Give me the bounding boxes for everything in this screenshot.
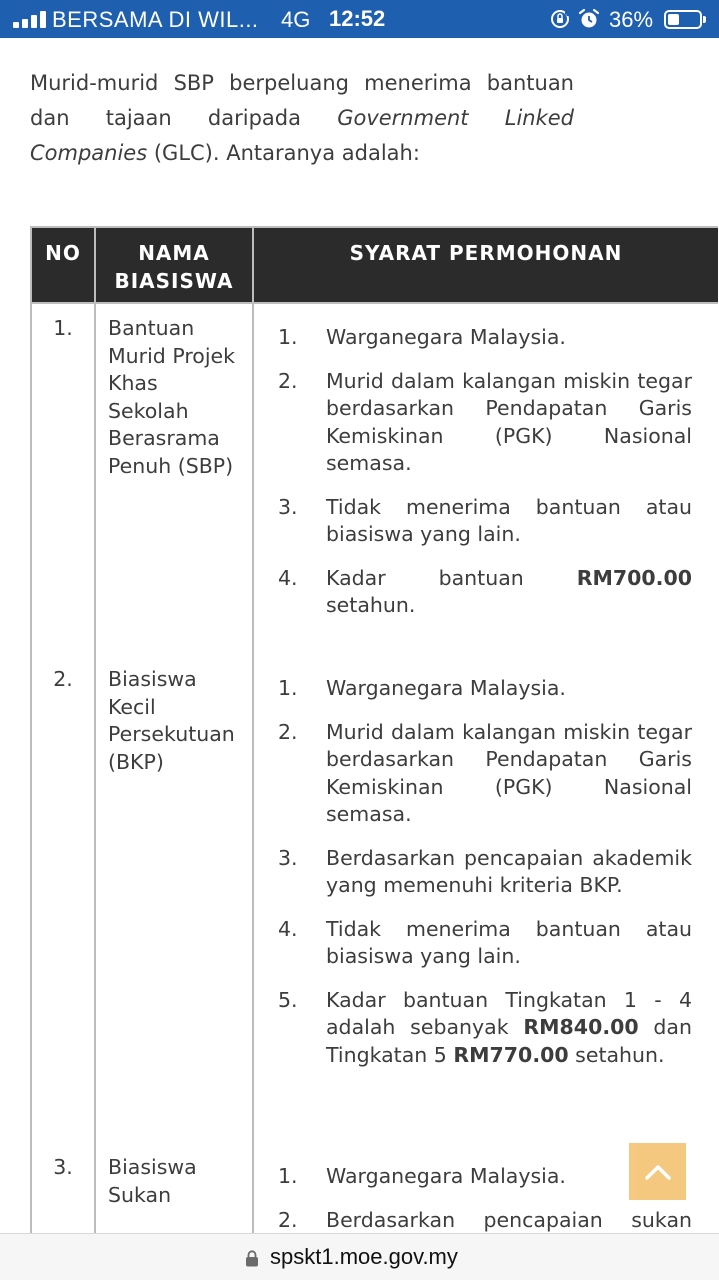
item-number: 1. — [278, 1164, 298, 1188]
clock: 12:52 — [329, 6, 386, 31]
requirement-item — [254, 1163, 692, 1191]
table-header-row — [31, 227, 718, 303]
item-text: Warganegara Malaysia. — [326, 325, 566, 349]
requirement-item — [254, 565, 692, 620]
requirements-cell — [253, 655, 718, 1143]
item-text-part: Kadar bantuan — [326, 565, 577, 590]
amount: RM840.00 — [523, 1015, 639, 1039]
item-text — [326, 987, 692, 1070]
battery-fill — [668, 14, 679, 25]
signal-strength-icon — [13, 11, 47, 28]
url-text[interactable]: spskt1.moe.gov.my — [270, 1244, 458, 1269]
network-type: 4G — [281, 7, 311, 32]
intro-text-1: Murid-murid SBP berpeluang menerima bantuan dan tajaan daripada — [30, 71, 574, 130]
item-text — [326, 565, 692, 620]
item-text: Tidak menerima bantuan atau biasiswa yang lain. — [326, 494, 692, 546]
requirements-list — [254, 675, 692, 1069]
item-number: 1. — [278, 325, 298, 349]
row-number: 3. — [31, 1143, 95, 1236]
requirements-list — [254, 324, 692, 620]
requirement-item — [254, 324, 692, 352]
item-number: 4. — [278, 565, 298, 590]
item-number: 1. — [278, 676, 298, 700]
chevron-up-icon — [643, 1162, 673, 1182]
table-row — [31, 1143, 718, 1236]
requirement-item — [254, 675, 692, 703]
table-row — [31, 655, 718, 1143]
intro-text-2: (GLC). Antaranya adalah: — [147, 141, 420, 165]
amount: RM700.00 — [576, 565, 692, 590]
battery-cap — [703, 16, 706, 23]
item-text: Warganegara Malaysia. — [326, 676, 566, 700]
item-text-part: dan Tingkatan 5 — [326, 1015, 692, 1067]
row-number: 1. — [31, 303, 95, 655]
scroll-to-top-button[interactable] — [629, 1143, 686, 1200]
scholarship-table-container — [30, 226, 718, 1236]
item-text: Berdasarkan pencapaian akademik yang memenuhi kriteria BKP. — [326, 845, 692, 897]
amount: RM770.00 — [453, 1042, 569, 1067]
item-text-part: setahun. — [568, 1042, 665, 1067]
intro-italic: Government Linked Companies — [30, 106, 575, 165]
requirement-item — [254, 987, 692, 1070]
requirements-list — [254, 1163, 692, 1236]
row-number: 2. — [31, 655, 95, 1143]
scholarship-table — [30, 226, 718, 1236]
item-text: Berdasarkan pencapaian sukan — [326, 1207, 692, 1232]
item-number: 2. — [278, 368, 298, 393]
requirements-cell — [253, 303, 718, 655]
carrier-name: BERSAMA DI WIL... — [52, 7, 259, 32]
item-text: Tidak menerima bantuan atau biasiswa yang lain. — [326, 916, 692, 968]
header-name: NAMA BIASISWA — [95, 227, 253, 303]
status-bar — [0, 0, 719, 38]
scholarship-name: Biasiswa Sukan — [95, 1143, 253, 1236]
scholarship-name: Bantuan Murid Projek Khas Sekolah Berasrama Penuh (SBP) — [95, 303, 253, 655]
item-number: 2. — [278, 719, 298, 744]
battery-icon — [664, 10, 702, 29]
item-number: 3. — [278, 494, 298, 519]
requirement-item — [254, 494, 692, 549]
item-text: Murid dalam kalangan miskin tegar berdasarkan Pendapatan Garis Kemiskinan (PGK) Nasional semasa. — [326, 719, 692, 826]
rotation-lock-icon — [550, 9, 570, 29]
item-text-part: Kadar bantuan Tingkatan 1 - 4 adalah sebanyak — [326, 987, 692, 1039]
requirement-item — [254, 1207, 692, 1237]
address-bar[interactable] — [0, 1233, 719, 1280]
battery-percent: 36% — [609, 7, 654, 32]
item-text: Murid dalam kalangan miskin tegar berdasarkan Pendapatan Garis Kemiskinan (PGK) Nasional semasa. — [326, 368, 692, 475]
item-number: 2. — [278, 1207, 298, 1232]
alarm-icon — [578, 8, 600, 30]
item-number: 5. — [278, 987, 298, 1012]
requirement-item — [254, 368, 692, 478]
item-text: Warganegara Malaysia. — [326, 1164, 566, 1188]
intro-paragraph — [30, 66, 574, 171]
table-row — [31, 303, 718, 655]
scholarship-name: Biasiswa Kecil Persekutuan (BKP) — [95, 655, 253, 1143]
item-number: 3. — [278, 845, 298, 870]
item-number: 4. — [278, 916, 298, 941]
item-text-part: setahun. — [326, 593, 416, 617]
lock-icon — [245, 1250, 259, 1267]
requirement-item — [254, 845, 692, 900]
requirement-item — [254, 719, 692, 829]
header-no: NO — [31, 227, 95, 303]
requirement-item — [254, 916, 692, 971]
header-requirements: SYARAT PERMOHONAN — [253, 227, 718, 303]
